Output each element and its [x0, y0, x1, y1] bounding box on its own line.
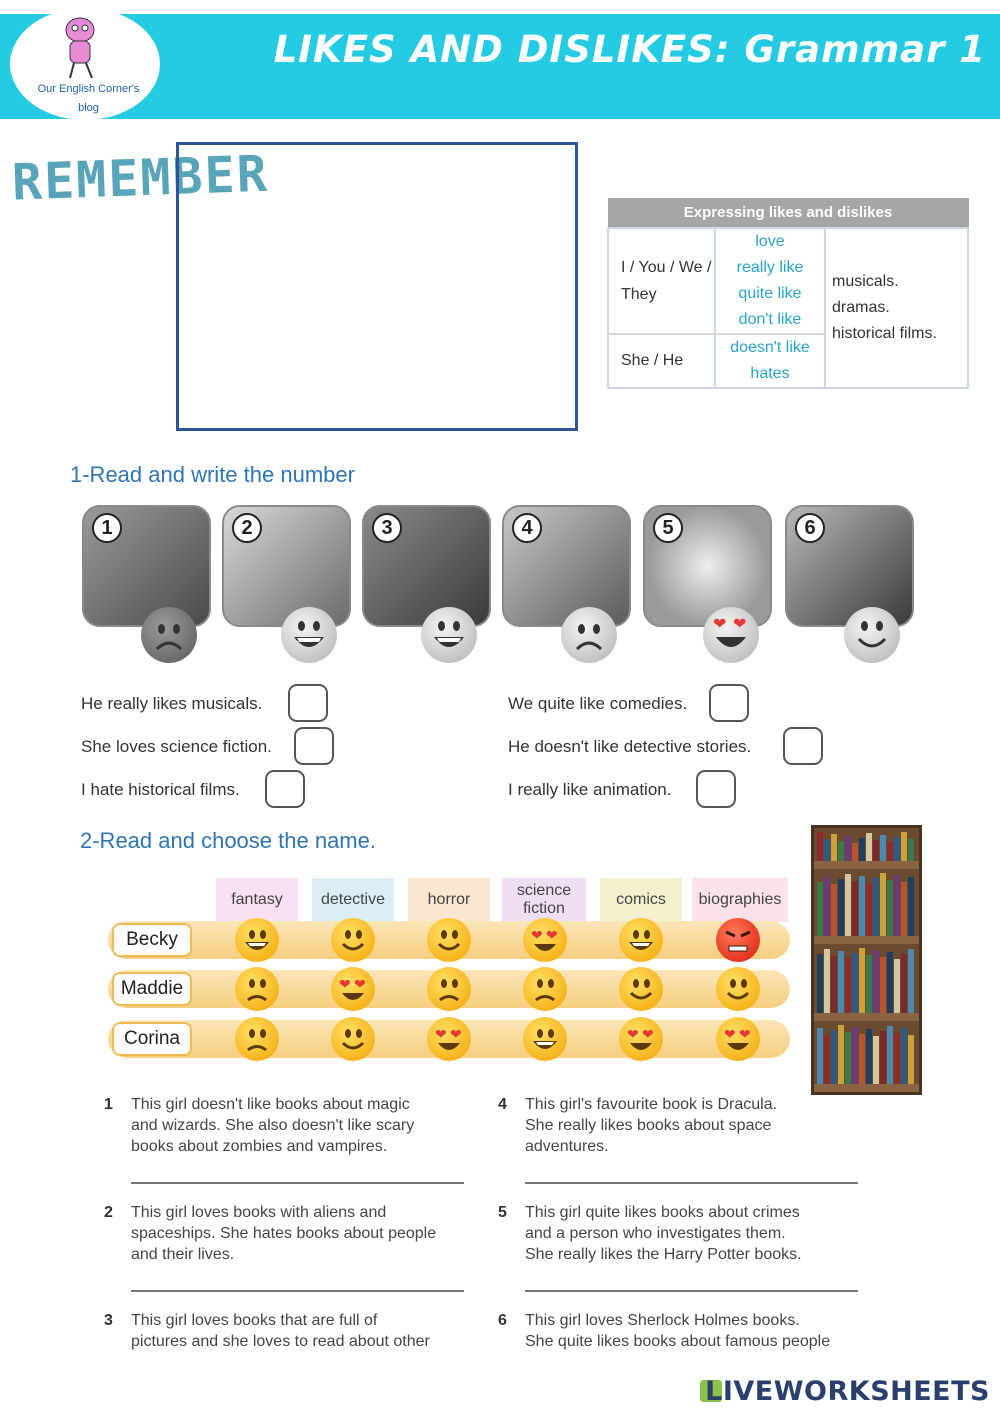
photo-number: 5	[653, 513, 683, 543]
book	[873, 1036, 879, 1084]
book	[859, 1034, 865, 1084]
grin-face-icon	[281, 607, 337, 663]
question-line: This girl's favourite book is Dracula.	[525, 1096, 778, 1113]
book	[852, 1027, 858, 1084]
answer-line[interactable]	[131, 1182, 464, 1184]
photo-number: 4	[512, 513, 542, 543]
book	[824, 1035, 830, 1084]
sentence: I really like animation.	[508, 780, 672, 799]
question-line: books about zombies and vampires.	[131, 1138, 388, 1155]
object: historical films.	[832, 324, 937, 342]
book	[845, 874, 851, 936]
exercise-2-title: 2-Read and choose the name.	[80, 828, 376, 853]
question-number: 6	[498, 1312, 507, 1329]
question-text	[131, 1094, 476, 1157]
book	[908, 1035, 914, 1084]
subject-singular: She / He	[608, 334, 715, 388]
book	[824, 877, 830, 936]
book	[873, 878, 879, 936]
exercise-1-title: 1-Read and write the number	[70, 462, 355, 487]
verb: hates	[750, 364, 790, 382]
sad-emoji-icon	[235, 967, 279, 1011]
category-header: fantasy	[216, 878, 298, 922]
book	[817, 1028, 823, 1084]
smile-emoji-icon	[331, 918, 375, 962]
verbs-singular	[715, 334, 825, 388]
book	[880, 1031, 886, 1084]
book	[880, 835, 886, 861]
question-line: She quite likes books about famous people	[525, 1333, 831, 1350]
notes-box[interactable]	[176, 142, 578, 431]
question-number: 1	[104, 1096, 113, 1113]
sad-emoji-icon	[235, 1017, 279, 1061]
subject-plural: I / You / We / They	[608, 228, 715, 334]
grin-emoji-icon	[235, 918, 279, 962]
question-text	[131, 1202, 476, 1265]
book	[894, 837, 900, 861]
book	[838, 841, 844, 861]
book	[908, 877, 914, 936]
question-number: 2	[104, 1204, 113, 1221]
book	[894, 875, 900, 936]
sad-emoji-icon	[427, 967, 471, 1011]
book	[838, 1025, 844, 1084]
book	[838, 951, 844, 1013]
verb: quite like	[738, 284, 802, 302]
sad-face-icon	[141, 607, 197, 663]
book	[831, 1030, 837, 1084]
book	[894, 959, 900, 1013]
verb: love	[755, 232, 785, 250]
category-header: comics	[600, 878, 682, 922]
sentence: He doesn't like detective stories.	[508, 737, 752, 756]
grin-face-icon	[421, 607, 477, 663]
answer-box[interactable]	[783, 727, 823, 765]
remember-heading: REMEMBER	[11, 144, 270, 212]
answer-line[interactable]	[525, 1182, 858, 1184]
logo-caption: Our English Corner's blog	[37, 83, 140, 114]
question-line: and a person who investigates them.	[525, 1225, 786, 1242]
grin-emoji-icon	[619, 918, 663, 962]
book	[887, 842, 893, 861]
book	[817, 882, 823, 936]
question-line: She really likes books about space	[525, 1117, 772, 1134]
book	[845, 958, 851, 1013]
question-text	[525, 1202, 870, 1265]
smile-emoji-icon	[619, 967, 663, 1011]
grin-emoji-icon	[523, 1017, 567, 1061]
book	[845, 1032, 851, 1084]
answer-line[interactable]	[525, 1290, 858, 1292]
book	[880, 957, 886, 1013]
sad-emoji-icon	[523, 967, 567, 1011]
category-header: biographies	[692, 878, 788, 922]
brand-footer: LIVEWORKSHEETS	[705, 1376, 990, 1407]
question-line: She really likes the Harry Potter books.	[525, 1246, 802, 1263]
answer-box[interactable]	[696, 770, 736, 808]
question-text	[525, 1094, 870, 1157]
photo-number: 1	[92, 513, 122, 543]
verb: don't like	[738, 310, 802, 328]
sentence: We quite like comedies.	[508, 694, 688, 713]
smile-emoji-icon	[427, 918, 471, 962]
photo-number: 3	[372, 513, 402, 543]
book	[859, 948, 865, 1013]
question-line: This girl doesn't like books about magic	[131, 1096, 410, 1113]
book	[866, 955, 872, 1013]
name-corina: Corina	[112, 1022, 192, 1056]
book	[901, 832, 907, 861]
smile-emoji-icon	[716, 967, 760, 1011]
smile-face-icon	[844, 607, 900, 663]
book	[894, 1033, 900, 1084]
category-header: detective	[312, 878, 394, 922]
answer-line[interactable]	[131, 1290, 464, 1292]
question-line: This girl loves books with aliens and	[131, 1204, 387, 1221]
heart-eyes-emoji-icon: ❤ ❤	[716, 1017, 760, 1061]
book	[873, 840, 879, 861]
book	[838, 879, 844, 936]
question-line: This girl loves Sherlock Holmes books.	[525, 1312, 800, 1329]
book	[873, 950, 879, 1013]
question-text	[525, 1310, 870, 1352]
book	[901, 882, 907, 936]
book	[859, 838, 865, 861]
category-header: horror	[408, 878, 490, 922]
heart-eyes-emoji-icon: ❤ ❤	[619, 1017, 663, 1061]
photo-number: 6	[795, 513, 825, 543]
book	[845, 836, 851, 861]
sentence: She loves science fiction.	[81, 737, 272, 756]
book	[824, 839, 830, 861]
sentence: I hate historical films.	[81, 780, 240, 799]
book	[817, 832, 823, 861]
question-line: spaceships. She hates books about people	[131, 1225, 437, 1242]
question-line: This girl loves books that are full of	[131, 1312, 378, 1329]
book	[831, 956, 837, 1013]
object: musicals.	[832, 272, 899, 290]
book	[880, 873, 886, 936]
book	[908, 949, 914, 1013]
question-text	[131, 1310, 476, 1352]
book	[866, 833, 872, 861]
question-line: pictures and she loves to read about other	[131, 1333, 430, 1350]
heart-eyes-emoji-icon: ❤ ❤	[523, 918, 567, 962]
verbs-plural	[715, 228, 825, 334]
book	[908, 839, 914, 861]
book	[866, 883, 872, 936]
smile-emoji-icon	[331, 1017, 375, 1061]
page-title: LIKES AND DISLIKES: Grammar 1	[273, 28, 986, 71]
book	[901, 954, 907, 1013]
verb: doesn't like	[730, 338, 810, 356]
book	[831, 884, 837, 936]
angry-emoji-icon	[716, 918, 760, 962]
object: dramas.	[832, 298, 890, 316]
book	[901, 1028, 907, 1084]
book	[859, 876, 865, 936]
book	[852, 881, 858, 936]
photo-number: 2	[232, 513, 262, 543]
name-maddie: Maddie	[112, 972, 192, 1006]
answer-box[interactable]	[709, 684, 749, 722]
book	[817, 954, 823, 1013]
answer-box[interactable]	[294, 727, 334, 765]
heart-eyes-face-icon: ❤ ❤	[703, 607, 759, 663]
bookshelf-image	[811, 825, 922, 1095]
book	[852, 843, 858, 861]
book	[887, 952, 893, 1013]
answer-box[interactable]	[265, 770, 305, 808]
book	[824, 949, 830, 1013]
question-line: This girl quite likes books about crimes	[525, 1204, 800, 1221]
heart-eyes-emoji-icon: ❤ ❤	[331, 967, 375, 1011]
book	[831, 834, 837, 861]
verb: really like	[736, 258, 804, 276]
book	[866, 1029, 872, 1084]
book	[887, 880, 893, 936]
grammar-table-header: Expressing likes and dislikes	[608, 199, 968, 228]
book	[887, 1026, 893, 1084]
book	[852, 953, 858, 1013]
question-line: and wizards. She also doesn't like scary	[131, 1117, 415, 1134]
question-number: 4	[498, 1096, 507, 1113]
answer-box[interactable]	[288, 684, 328, 722]
question-number: 3	[104, 1312, 113, 1329]
sentence: He really likes musicals.	[81, 694, 263, 713]
objects	[825, 228, 968, 388]
heart-eyes-emoji-icon: ❤ ❤	[427, 1017, 471, 1061]
question-line: adventures.	[525, 1138, 609, 1155]
name-becky: Becky	[112, 923, 192, 957]
sad-face-icon	[561, 607, 617, 663]
question-line: and their lives.	[131, 1246, 235, 1263]
category-header: science fiction	[502, 878, 586, 922]
grammar-table	[607, 198, 969, 389]
question-number: 5	[498, 1204, 507, 1221]
